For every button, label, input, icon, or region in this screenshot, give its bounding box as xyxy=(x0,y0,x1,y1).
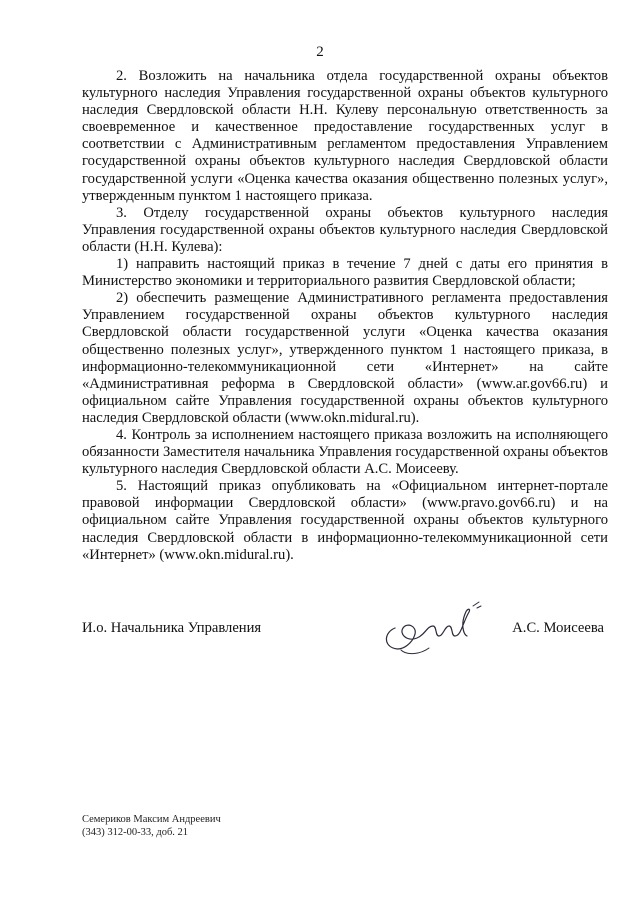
executor-footer xyxy=(82,813,221,839)
page-number: 2 xyxy=(316,44,324,60)
paragraph-subitem-1: 1) направить настоящий приказ в течение 7 дней с даты его принятия в Министерство экономики и территориального развития Свердловской области; xyxy=(82,256,608,290)
paragraph-item-2: 2. Возложить на начальника отдела государственной охраны объектов культурного наследия Управления государственной охраны объектов культурного наследия Свердловской области Н.Н. Кулеву персональную ответственность за своевременное и качественное предоставление государственных услуг в соответствии с Административным регламентом предоставления Управлением государственной охраны объектов культурного наследия Свердловской области государственной услуги «Оценка качества оказания общественно полезных услуг», утвержденным пунктом 1 настоящего приказа. xyxy=(82,68,608,204)
executor-name: Семериков Максим Андреевич xyxy=(82,814,221,825)
signatory-name: А.С. Моисеева xyxy=(512,620,604,636)
signature-block xyxy=(82,620,608,650)
paragraph-item-5: 5. Настоящий приказ опубликовать на «Официальном интернет-портале правовой информации Свердловской области» (www.pravo.gov66.ru) и на официальном сайте Управления государственной охраны объектов культурного наследия Свердловской области в информационно-телекоммуникационной сети «Интернет» (www.okn.midural.ru). xyxy=(82,478,608,563)
paragraph-item-4: 4. Контроль за исполнением настоящего приказа возложить на исполняющего обязанности Заместителя начальника Управления государственной охраны объектов культурного наследия Свердловской области А.С. Моисееву. xyxy=(82,426,608,478)
signatory-title: И.о. Начальника Управления xyxy=(82,620,262,636)
document-body xyxy=(82,68,608,564)
paragraph-item-3: 3. Отделу государственной охраны объектов культурного наследия Управления государственной охраны объектов культурного наследия Свердловской области (Н.Н. Кулева): xyxy=(82,204,608,255)
handwritten-signature xyxy=(377,598,497,658)
executor-phone: (343) 312-00-33, доб. 21 xyxy=(82,827,189,838)
paragraph-subitem-2: 2) обеспечить размещение Административного регламента предоставления Управлением государственной охраны объектов культурного наследия Свердловской области государственной услуги «Оценка качества оказания общественно полезных услуг», утвержденного пунктом 1 настоящего приказа, в информационно-телекоммуникационной сети «Интернет» на сайте «Административная реформа в Свердловской области» (www.ar.gov66.ru) и официальном сайте Управления государственной охраны объектов культурного наследия Свердловской области (www.okn.midural.ru). xyxy=(82,290,608,426)
